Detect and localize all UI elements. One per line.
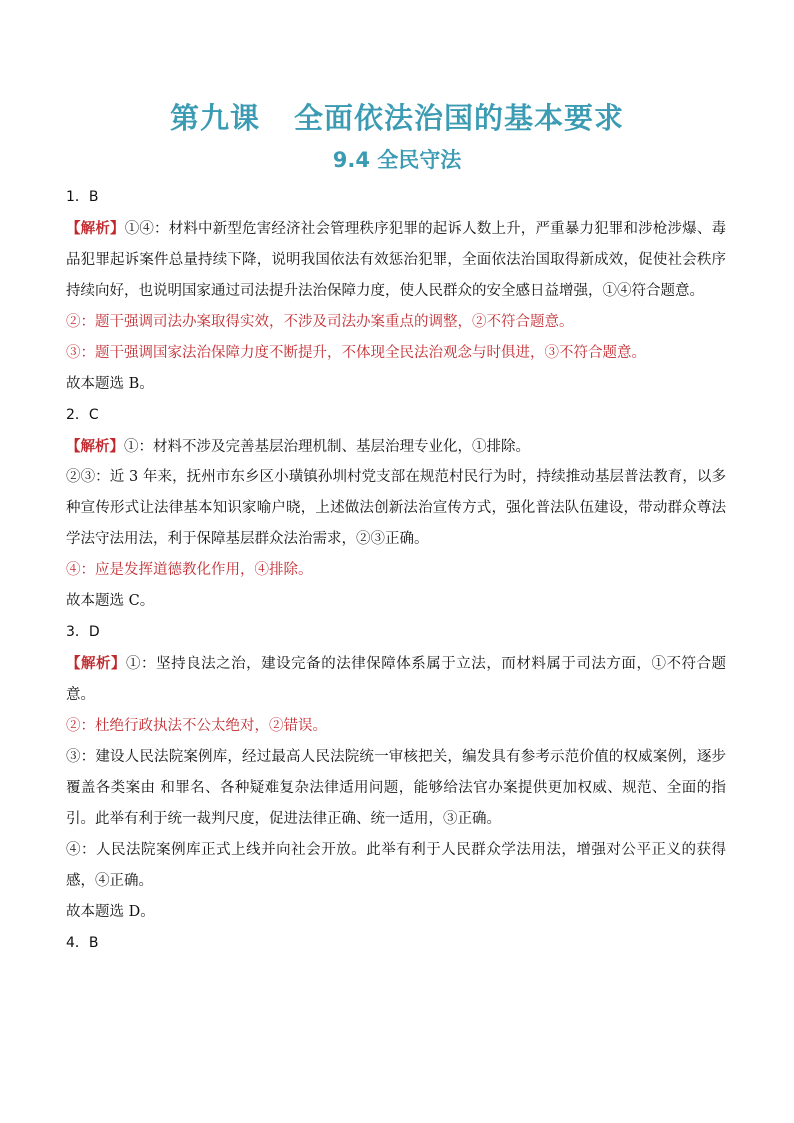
q2-note-4: ④：应是发挥道德教化作用，④排除。 bbox=[66, 562, 313, 578]
analysis-text: ①：材料不涉及完善基层治理机制、基层治理专业化，①排除。 bbox=[124, 439, 530, 455]
q3-note-3: ③：建设人民法院案例库，经过最高人民法院统一审核把关，编发具有参考示范价值的权威案例，逐步覆盖各类案由 和罪名、各种疑难复杂法律适用问题，能够给法官办案提供更加权威、规范、全面的指引。此举有利于统一裁判尺度，促进法律正确、统一适用，③正确。 bbox=[66, 749, 726, 827]
q2-conclusion: 故本题选 C。 bbox=[66, 593, 155, 609]
analysis-tag: 【解析】 bbox=[66, 655, 127, 672]
q2-answer: 2．C bbox=[66, 407, 99, 423]
analysis-tag: 【解析】 bbox=[66, 438, 124, 455]
answer-content bbox=[66, 182, 726, 959]
page-subtitle: 9.4 全民守法 bbox=[332, 148, 462, 172]
q2-note-23: ②③：近 3 年来，抚州市东乡区小璜镇孙圳村党支部在规范村民行为时，持续推动基层普法教育，以多种宣传形式让法律基本知识家喻户晓，上述做法创新法治宣传方式，强化普法队伍建设，带动群众尊法学法守法用法，利于保障基层群众法治需求，②③正确。 bbox=[66, 469, 726, 547]
q1-note-3: ③：题干强调国家法治保障力度不断提升，不体现全民法治观念与时俱进，③不符合题意。 bbox=[66, 345, 646, 361]
page-title bbox=[0, 96, 794, 137]
analysis-tag: 【解析】 bbox=[66, 220, 125, 237]
analysis-text: ①：坚持良法之治，建设完备的法律保障体系属于立法，而材料属于司法方面，①不符合题意。 bbox=[66, 656, 726, 703]
q4-answer: 4．B bbox=[66, 935, 99, 951]
q3-answer: 3．D bbox=[66, 624, 100, 640]
q2-analysis bbox=[66, 431, 726, 462]
analysis-text: ①④：材料中新型危害经济社会管理秩序犯罪的起诉人数上升，严重暴力犯罪和涉枪涉爆、毒品犯罪起诉案件总量持续下降，说明我国依法有效惩治犯罪，全面依法治国取得新成效，促使社会秩序持续向好，也说明国家通过司法提升法治保障力度，使人民群众的安全感日益增强，①④符合题意。 bbox=[66, 221, 727, 299]
q1-answer: 1．B bbox=[66, 189, 99, 205]
lesson-label: 第九课 bbox=[169, 101, 260, 135]
q1-conclusion: 故本题选 B。 bbox=[66, 376, 154, 392]
lesson-title: 全面依法治国的基本要求 bbox=[294, 101, 625, 135]
q3-analysis bbox=[66, 648, 726, 711]
q3-conclusion: 故本题选 D。 bbox=[66, 904, 155, 920]
q1-note-2: ②：题干强调司法办案取得实效，不涉及司法办案重点的调整，②不符合题意。 bbox=[66, 314, 574, 330]
q3-note-2: ②：杜绝行政执法不公太绝对，②错误。 bbox=[66, 718, 327, 734]
q1-analysis bbox=[66, 213, 726, 307]
q3-note-4: ④：人民法院案例库正式上线并向社会开放。此举有利于人民群众学法用法，增强对公平正义的获得感，④正确。 bbox=[66, 842, 726, 889]
